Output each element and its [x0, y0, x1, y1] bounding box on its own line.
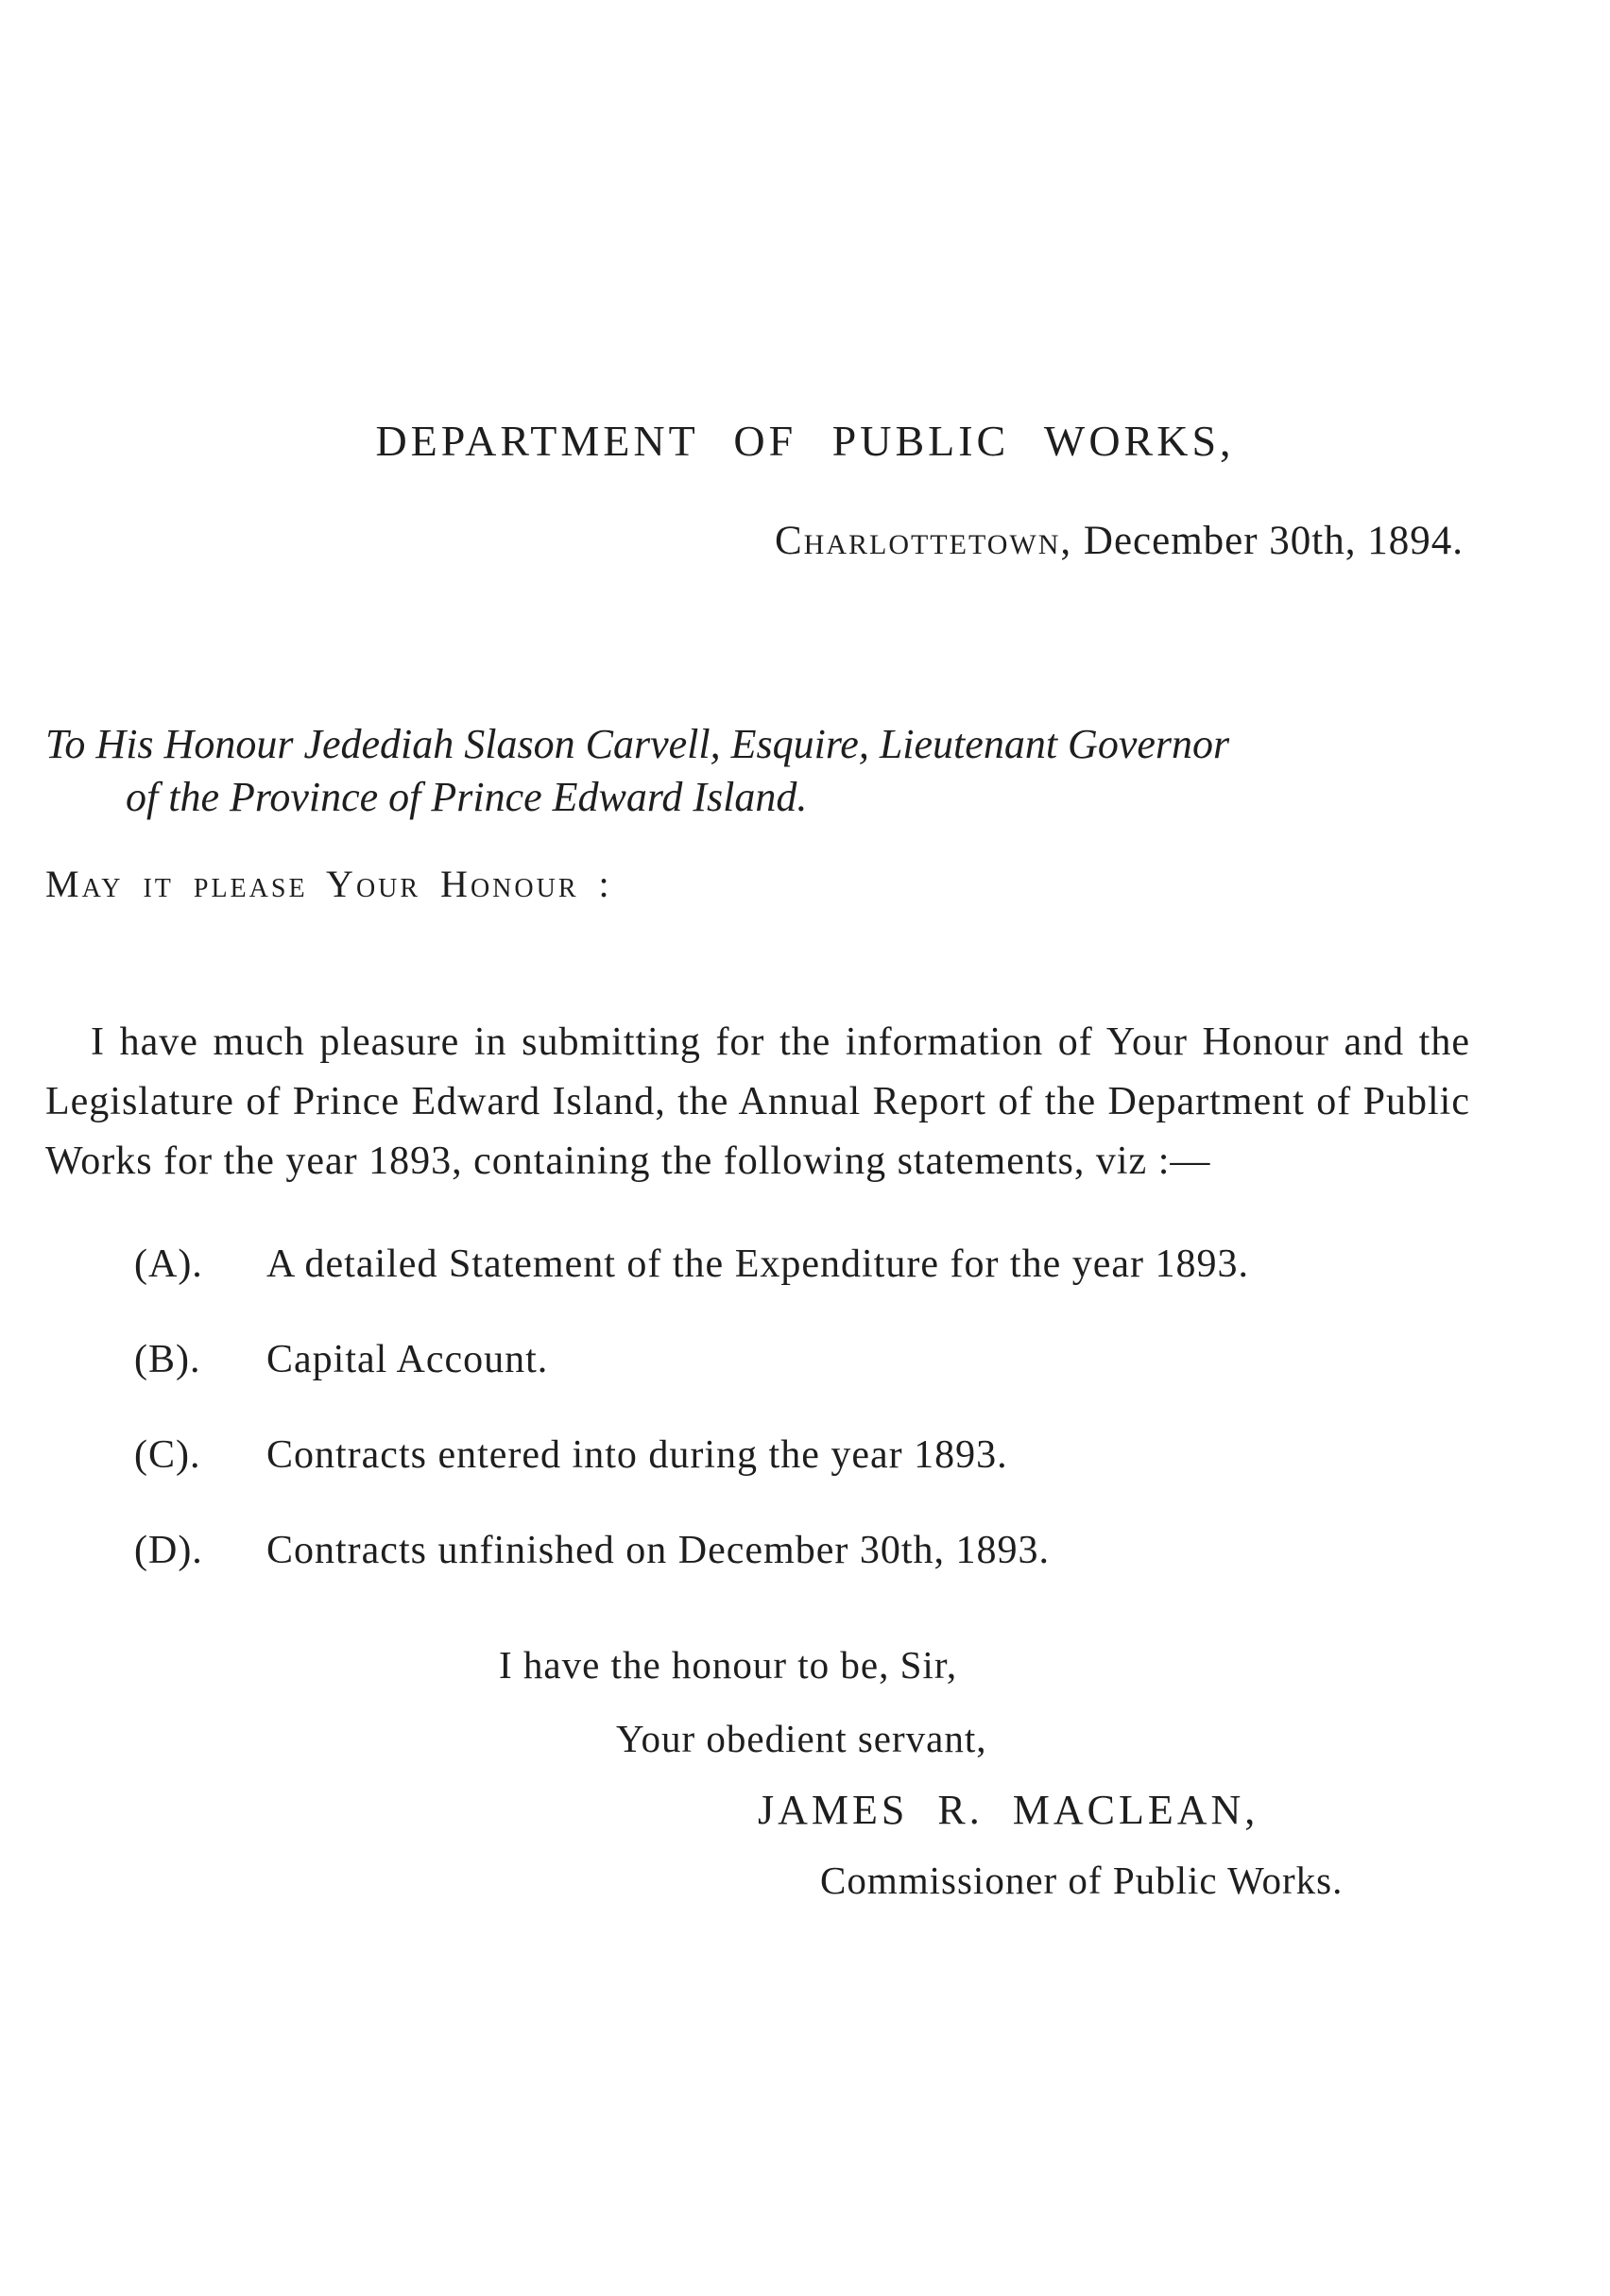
salutation: May it please Your Honour :	[45, 863, 612, 905]
address-line-2: of the Province of Prince Edward Island.	[126, 774, 808, 820]
statement-text: A detailed Statement of the Expenditure for the year 1893.	[266, 1242, 1250, 1286]
statement-item	[134, 1337, 1476, 1432]
address-line-1: To His Honour Jedediah Slason Carvell, Esquire, Lieutenant Governor	[45, 721, 1230, 767]
department-heading: DEPARTMENT OF PUBLIC WORKS,	[375, 417, 1235, 465]
statement-text: Contracts unfinished on December 30th, 1893.	[266, 1529, 1050, 1572]
statement-key: (B).	[134, 1338, 201, 1381]
statement-item	[134, 1432, 1476, 1528]
closing-line-2: Your obedient servant,	[616, 1717, 987, 1760]
statement-text: Capital Account.	[266, 1338, 549, 1381]
statement-key: (C).	[134, 1433, 201, 1477]
statement-item	[134, 1528, 1476, 1623]
closing-line-1: I have the honour to be, Sir,	[499, 1643, 958, 1687]
statement-list	[134, 1242, 1476, 1623]
statement-text: Contracts entered into during the year 1893.	[266, 1433, 1008, 1477]
statement-item	[134, 1242, 1476, 1337]
dateline-date: December 30th, 1894.	[1083, 519, 1464, 563]
address-block	[45, 718, 1472, 824]
body-paragraph: I have much pleasure in submitting for the information of Your Honour and the Legislature of Prince Edward Island, the Annual Report of the Department of Public Works for the year 1893, containing the following statements, viz :—	[45, 1020, 1470, 1183]
dateline	[775, 518, 1464, 564]
statement-key: (A).	[134, 1242, 203, 1286]
signature-name: JAMES R. MACLEAN,	[758, 1787, 1259, 1833]
dateline-place: Charlottetown,	[774, 519, 1073, 563]
statement-key: (D).	[134, 1529, 203, 1572]
signature-title: Commissioner of Public Works.	[820, 1859, 1344, 1902]
